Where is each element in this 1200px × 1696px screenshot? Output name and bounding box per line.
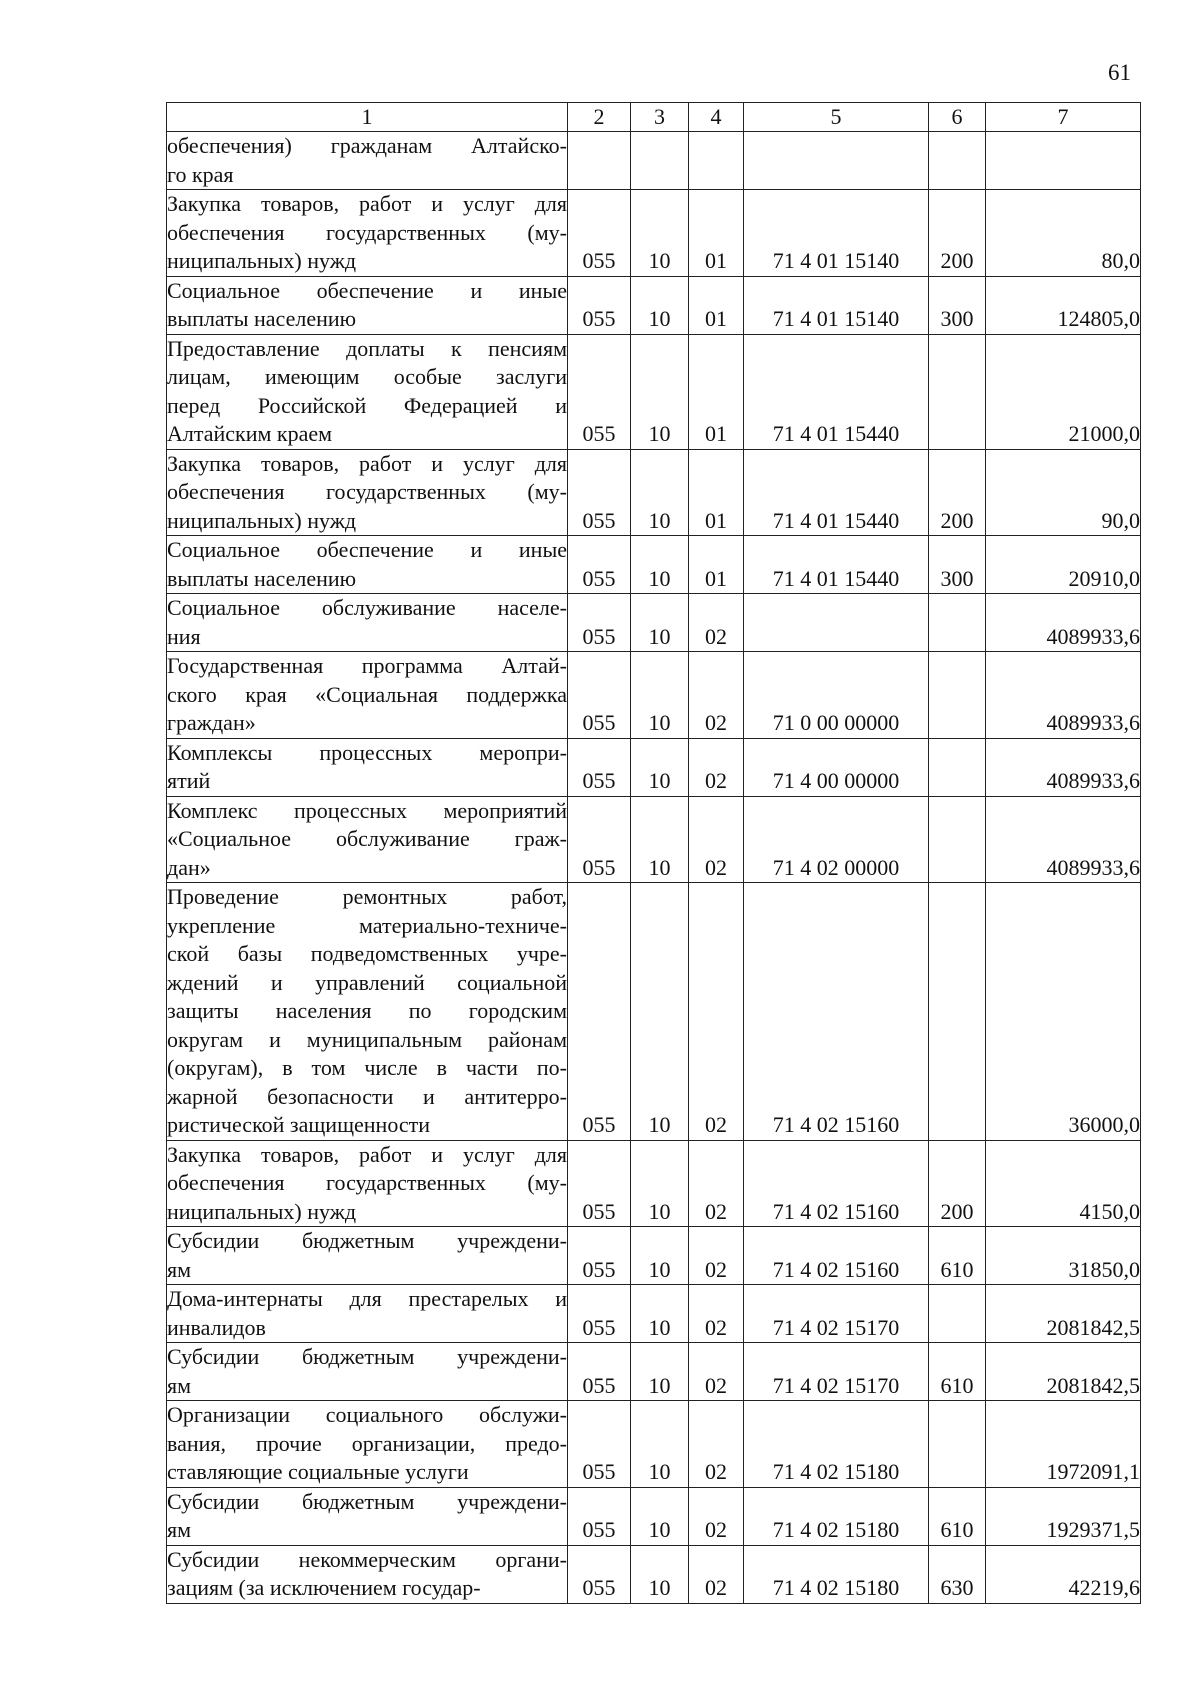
item-name-line: перед Российской Федерацией и	[167, 392, 567, 418]
expense-type-cell	[929, 652, 986, 739]
item-name-line: (округам), в том числе в части по-	[167, 1055, 567, 1080]
header-row	[167, 103, 1141, 132]
expense-type-cell	[929, 738, 986, 796]
amount-cell: 2081842,5	[986, 1285, 1141, 1343]
item-name-line: укрепление материально-техниче-	[167, 912, 567, 938]
code-cell: 055	[568, 1285, 631, 1343]
item-name-line: ям	[167, 1372, 192, 1398]
code-cell: 055	[568, 1401, 631, 1488]
code-cell: 055	[568, 1487, 631, 1545]
item-name-line: Социальное обеспечение и иные	[167, 537, 567, 562]
target-article-cell: 71 4 01 15440	[744, 536, 929, 594]
expense-type-cell	[929, 594, 986, 652]
column-header-2: 2	[568, 103, 631, 132]
item-name-line: зациям (за исключением государ-	[167, 1575, 481, 1600]
expense-type-cell: 200	[929, 190, 986, 277]
code-cell: 055	[568, 276, 631, 334]
target-article-cell: 71 4 02 15180	[744, 1401, 929, 1488]
code-cell: 055	[568, 190, 631, 277]
item-name-line: дан»	[167, 854, 211, 880]
amount-cell: 31850,0	[986, 1227, 1141, 1285]
section-cell: 10	[631, 796, 689, 883]
column-header-6: 6	[929, 103, 986, 132]
section-cell: 10	[631, 276, 689, 334]
item-name-line: обеспечения) гражданам Алтайско-	[167, 133, 567, 158]
section-cell: 10	[631, 1140, 689, 1227]
section-cell	[631, 132, 689, 190]
target-article-cell: 71 4 02 15170	[744, 1285, 929, 1343]
item-name-line: ям	[167, 1517, 192, 1542]
table-row	[167, 1487, 1141, 1545]
page-number: 61	[1108, 60, 1131, 85]
amount-cell: 36000,0	[986, 883, 1141, 1141]
item-name-cell	[167, 276, 568, 334]
item-name-cell	[167, 334, 568, 449]
subsection-cell: 02	[689, 738, 744, 796]
item-name-line: обеспечения государственных (му-	[167, 219, 567, 245]
code-cell: 055	[568, 1227, 631, 1285]
code-cell: 055	[568, 1343, 631, 1401]
expense-type-cell: 300	[929, 536, 986, 594]
item-name-line: Комплекс процессных мероприятий	[167, 797, 567, 823]
target-article-cell: 71 4 01 15440	[744, 449, 929, 536]
item-name-cell	[167, 1401, 568, 1488]
item-name-line: округам и муниципальным районам	[167, 1026, 567, 1052]
target-article-cell	[744, 132, 929, 190]
amount-cell: 4089933,6	[986, 652, 1141, 739]
item-name-line: Субсидии бюджетным учреждени-	[167, 1228, 567, 1253]
code-cell: 055	[568, 1545, 631, 1603]
section-cell: 10	[631, 594, 689, 652]
expense-type-cell: 200	[929, 449, 986, 536]
amount-cell: 42219,6	[986, 1545, 1141, 1603]
amount-cell: 90,0	[986, 449, 1141, 536]
subsection-cell: 02	[689, 1227, 744, 1285]
table-row	[167, 449, 1141, 536]
section-cell: 10	[631, 652, 689, 739]
item-name-line: Закупка товаров, работ и услуг для	[167, 1141, 567, 1167]
item-name-line: ристической защищенности	[167, 1112, 431, 1137]
table-row	[167, 132, 1141, 190]
subsection-cell: 01	[689, 536, 744, 594]
subsection-cell: 02	[689, 1545, 744, 1603]
expense-type-cell: 300	[929, 276, 986, 334]
item-name-cell	[167, 1227, 568, 1285]
amount-cell: 4150,0	[986, 1140, 1141, 1227]
target-article-cell	[744, 594, 929, 652]
item-name-line: Социальное обеспечение и иные	[167, 277, 567, 303]
target-article-cell: 71 4 02 15160	[744, 1227, 929, 1285]
item-name-line: жарной безопасности и антитерро-	[167, 1083, 567, 1109]
code-cell: 055	[568, 738, 631, 796]
table-row	[167, 1285, 1141, 1343]
code-cell: 055	[568, 594, 631, 652]
target-article-cell: 71 4 01 15140	[744, 276, 929, 334]
item-name-line: Субсидии некоммерческим органи-	[167, 1546, 567, 1572]
code-cell: 055	[568, 883, 631, 1141]
item-name-line: граждан»	[167, 710, 256, 735]
subsection-cell: 02	[689, 652, 744, 739]
target-article-cell: 71 4 02 15160	[744, 1140, 929, 1227]
item-name-line: ставляющие социальные услуги	[167, 1459, 469, 1484]
section-cell: 10	[631, 190, 689, 277]
item-name-line: ниципальных) нужд	[167, 507, 357, 533]
subsection-cell: 02	[689, 1140, 744, 1227]
expense-type-cell: 610	[929, 1487, 986, 1545]
item-name-line: Комплексы процессных меропри-	[167, 739, 567, 765]
item-name-cell	[167, 652, 568, 739]
item-name-cell	[167, 883, 568, 1141]
subsection-cell: 01	[689, 276, 744, 334]
expense-type-cell	[929, 883, 986, 1141]
section-cell: 10	[631, 738, 689, 796]
amount-cell: 2081842,5	[986, 1343, 1141, 1401]
item-name-line: ятий	[167, 768, 211, 793]
section-cell: 10	[631, 449, 689, 536]
expense-type-cell	[929, 1401, 986, 1488]
expense-type-cell	[929, 334, 986, 449]
table-row	[167, 1545, 1141, 1603]
item-name-line: защиты населения по городским	[167, 998, 567, 1023]
table-row	[167, 738, 1141, 796]
amount-cell	[986, 132, 1141, 190]
item-name-line: Закупка товаров, работ и услуг для	[167, 450, 567, 476]
table-body	[167, 132, 1141, 1604]
code-cell: 055	[568, 1140, 631, 1227]
item-name-line: ского края «Социальная поддержка	[167, 681, 567, 707]
amount-cell: 1972091,1	[986, 1401, 1141, 1488]
item-name-line: Предоставление доплаты к пенсиям	[167, 335, 567, 361]
table-row	[167, 334, 1141, 449]
target-article-cell: 71 0 00 00000	[744, 652, 929, 739]
item-name-line: Социальное обслуживание населе-	[167, 595, 567, 620]
item-name-cell	[167, 449, 568, 536]
item-name-line: Алтайским краем	[167, 421, 333, 446]
column-header-1: 1	[167, 103, 568, 132]
item-name-cell	[167, 1487, 568, 1545]
code-cell	[568, 132, 631, 190]
table-row	[167, 276, 1141, 334]
item-name-line: Дома-интернаты для престарелых и	[167, 1286, 567, 1311]
target-article-cell: 71 4 01 15440	[744, 334, 929, 449]
table-row	[167, 1140, 1141, 1227]
item-name-cell	[167, 594, 568, 652]
subsection-cell: 02	[689, 594, 744, 652]
section-cell: 10	[631, 1285, 689, 1343]
table-row	[167, 883, 1141, 1141]
item-name-cell	[167, 796, 568, 883]
target-article-cell: 71 4 02 15180	[744, 1487, 929, 1545]
column-header-5: 5	[744, 103, 929, 132]
item-name-line: ждений и управлений социальной	[167, 969, 567, 995]
subsection-cell: 02	[689, 883, 744, 1141]
table-row	[167, 652, 1141, 739]
item-name-cell	[167, 738, 568, 796]
table-row	[167, 190, 1141, 277]
table-row	[167, 536, 1141, 594]
section-cell: 10	[631, 1545, 689, 1603]
expense-type-cell	[929, 1285, 986, 1343]
item-name-cell	[167, 1343, 568, 1401]
subsection-cell: 02	[689, 1285, 744, 1343]
item-name-line: ниципальных) нужд	[167, 248, 357, 273]
item-name-line: Субсидии бюджетным учреждени-	[167, 1344, 567, 1369]
subsection-cell: 02	[689, 1401, 744, 1488]
item-name-line: ской базы подведомственных учре-	[167, 941, 567, 966]
amount-cell: 124805,0	[986, 276, 1141, 334]
amount-cell: 4089933,6	[986, 594, 1141, 652]
item-name-line: выплаты населению	[167, 565, 357, 591]
code-cell: 055	[568, 334, 631, 449]
section-cell: 10	[631, 1227, 689, 1285]
expense-type-cell	[929, 132, 986, 190]
item-name-line: ям	[167, 1256, 192, 1282]
item-name-line: го края	[167, 161, 234, 187]
amount-cell: 80,0	[986, 190, 1141, 277]
item-name-cell	[167, 190, 568, 277]
target-article-cell: 71 4 02 15170	[744, 1343, 929, 1401]
amount-cell: 4089933,6	[986, 796, 1141, 883]
item-name-line: вания, прочие организации, предо-	[167, 1430, 567, 1456]
item-name-cell	[167, 1140, 568, 1227]
table-row	[167, 796, 1141, 883]
expense-type-cell	[929, 796, 986, 883]
item-name-line: Государственная программа Алтай-	[167, 653, 567, 678]
subsection-cell: 02	[689, 1343, 744, 1401]
item-name-line: обеспечения государственных (му-	[167, 479, 567, 504]
section-cell: 10	[631, 883, 689, 1141]
amount-cell: 4089933,6	[986, 738, 1141, 796]
code-cell: 055	[568, 536, 631, 594]
table-row	[167, 1343, 1141, 1401]
item-name-line: обеспечения государственных (му-	[167, 1170, 567, 1195]
section-cell: 10	[631, 1487, 689, 1545]
subsection-cell: 01	[689, 449, 744, 536]
target-article-cell: 71 4 00 00000	[744, 738, 929, 796]
amount-cell: 1929371,5	[986, 1487, 1141, 1545]
section-cell: 10	[631, 334, 689, 449]
code-cell: 055	[568, 449, 631, 536]
section-cell: 10	[631, 1401, 689, 1488]
subsection-cell: 02	[689, 796, 744, 883]
item-name-line: «Социальное обслуживание граж-	[167, 826, 567, 851]
subsection-cell: 01	[689, 334, 744, 449]
column-header-7: 7	[986, 103, 1141, 132]
item-name-line: Организации социального обслужи-	[167, 1402, 567, 1427]
item-name-line: ния	[167, 623, 201, 649]
subsection-cell: 01	[689, 190, 744, 277]
expense-type-cell: 610	[929, 1343, 986, 1401]
expense-type-cell: 630	[929, 1545, 986, 1603]
section-cell: 10	[631, 1343, 689, 1401]
target-article-cell: 71 4 02 15180	[744, 1545, 929, 1603]
table-row	[167, 1227, 1141, 1285]
code-cell: 055	[568, 652, 631, 739]
amount-cell: 20910,0	[986, 536, 1141, 594]
subsection-cell: 02	[689, 1487, 744, 1545]
item-name-cell	[167, 1285, 568, 1343]
item-name-line: ниципальных) нужд	[167, 1198, 357, 1224]
item-name-line: выплаты населению	[167, 306, 357, 331]
column-header-4: 4	[689, 103, 744, 132]
item-name-line: Субсидии бюджетным учреждени-	[167, 1488, 567, 1514]
target-article-cell: 71 4 02 00000	[744, 796, 929, 883]
item-name-line: инвалидов	[167, 1314, 266, 1340]
item-name-line: Проведение ремонтных работ,	[167, 884, 567, 909]
item-name-line: Закупка товаров, работ и услуг для	[167, 191, 567, 216]
item-name-cell	[167, 536, 568, 594]
table-row	[167, 594, 1141, 652]
budget-table	[166, 102, 1141, 1604]
expense-type-cell: 610	[929, 1227, 986, 1285]
item-name-line: лицам, имеющим особые заслуги	[167, 364, 567, 389]
subsection-cell	[689, 132, 744, 190]
table-row	[167, 1401, 1141, 1488]
target-article-cell: 71 4 01 15140	[744, 190, 929, 277]
item-name-cell	[167, 1545, 568, 1603]
item-name-cell	[167, 132, 568, 190]
expense-type-cell: 200	[929, 1140, 986, 1227]
column-header-3: 3	[631, 103, 689, 132]
amount-cell: 21000,0	[986, 334, 1141, 449]
target-article-cell: 71 4 02 15160	[744, 883, 929, 1141]
section-cell: 10	[631, 536, 689, 594]
code-cell: 055	[568, 796, 631, 883]
